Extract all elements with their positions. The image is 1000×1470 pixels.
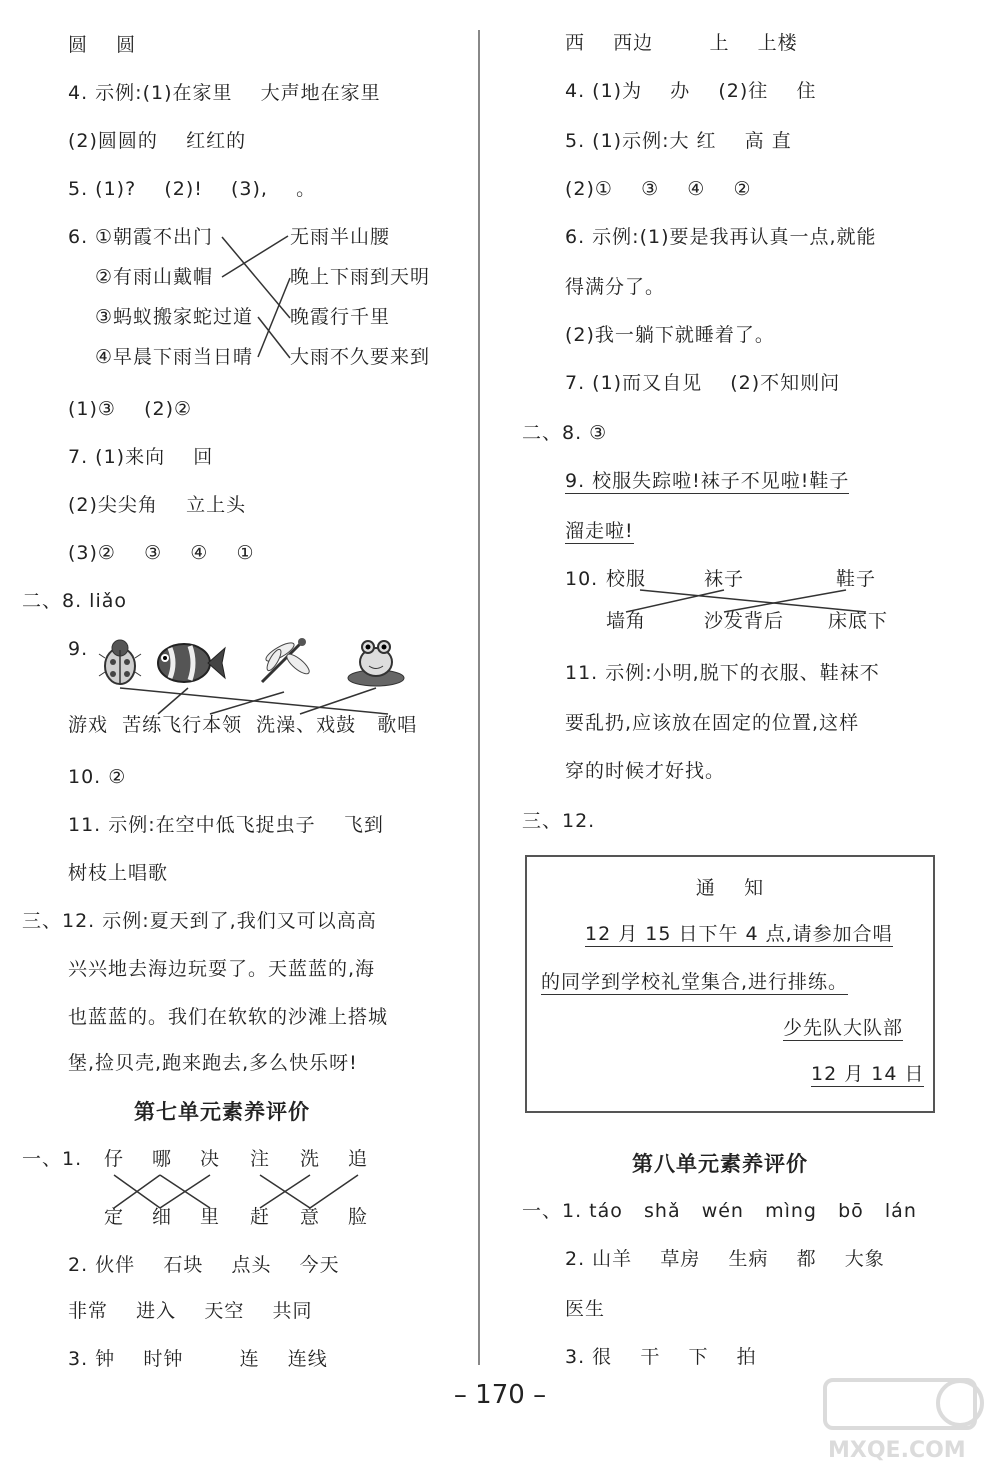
ladybug-icon [98,636,142,688]
item-bottom: 沙发背后 [704,610,785,632]
underlined-answer: 9. 校服失踪啦!袜子不见啦!鞋子 [565,470,850,492]
question-label: 10. [565,568,599,590]
answer-line: 3. 很 干 下 拍 [565,1346,757,1368]
match-line [300,688,376,714]
date-text: 12 月 14 日 [811,1063,925,1085]
proverb-left: ①朝霞不出门 [95,226,214,248]
watermark-text: MXQE.COM [828,1438,966,1463]
item-bottom: 床底下 [828,610,889,632]
notice-title: 通 知 [695,877,765,899]
proverb-left: ②有雨山戴帽 [95,266,214,288]
answer-line: (2)尖尖角 立上头 [68,494,247,516]
signature-text: 少先队大队部 [783,1017,904,1039]
section-title: 第七单元素养评价 [134,1099,310,1124]
answer-line: (2)圆圆的 红红的 [68,130,247,152]
answer-line: 2. 山羊 草房 生病 都 大象 [565,1248,885,1270]
answer-line: 3. 钟 时钟 连 连线 [68,1348,328,1370]
answer-line [565,468,849,494]
answer-line: 7. (1)而又自见 (2)不知则问 [565,372,841,394]
match-line [258,278,290,357]
answer-line: 11. 示例:小明,脱下的衣服、鞋袜不 [565,662,880,684]
notice-text: 12 月 15 日下午 4 点,请参加合唱 [585,923,893,945]
notice-date [811,1061,924,1087]
answer-line: 也蓝蓝的。我们在软软的沙滩上搭城 [68,1006,389,1028]
char-bottom: 定 [104,1206,125,1228]
question-label: 一、1. [22,1148,83,1170]
answer-line: 堡,捡贝壳,跑来跑去,多么快乐呀! [68,1052,358,1074]
char-bottom: 意 [300,1206,321,1228]
proverb-right: 晚上下雨到天明 [290,266,431,288]
notice-box [525,855,935,1113]
answer-line: (2)我一躺下就睡着了。 [565,324,775,346]
answer-line: 要乱扔,应该放在固定的位置,这样 [565,712,860,734]
char-bottom: 细 [152,1206,173,1228]
dragonfly-icon [254,630,314,690]
answer-line: 树枝上唱歌 [68,862,169,884]
answer-line: 4. 示例:(1)在家里 大声地在家里 [68,82,381,104]
char-top: 追 [348,1148,369,1170]
proverb-right: 晚霞行千里 [290,306,391,328]
answer-line: 一、1. táo shǎ wén mìng bō lán [522,1200,917,1222]
answer-line: 圆 圆 [68,34,137,56]
match-line [120,688,388,714]
answer-line: 兴兴地去海边玩耍了。天蓝蓝的,海 [68,958,376,980]
char-top: 仔 [104,1148,125,1170]
answer-line: 二、8. liǎo [22,590,127,612]
char-bottom: 脸 [348,1206,369,1228]
underlined-answer: 溜走啦! [565,520,634,542]
answer-line: 二、8. ③ [522,422,608,444]
notice-paragraph [585,921,893,947]
answer-line: 10. ② [68,766,127,788]
item-top: 鞋子 [836,568,877,590]
proverb-left: ④早晨下雨当日晴 [95,346,254,368]
answer-line: 4. (1)为 办 (2)往 住 [565,80,817,102]
match-line [222,236,288,277]
answer-line [565,518,634,544]
match-line [158,688,188,714]
item-top: 袜子 [704,568,745,590]
item-bottom: 墙角 [606,610,647,632]
char-top: 洗 [300,1148,321,1170]
question-label: 9. [68,638,89,660]
char-top: 注 [250,1148,271,1170]
answer-line: 11. 示例:在空中低飞捉虫子 飞到 [68,814,384,836]
question-label: 6. [68,226,89,248]
notice-signature [783,1015,903,1041]
page-number: – 170 – [453,1380,547,1410]
answer-line: 7. (1)来向 回 [68,446,214,468]
answer-line: 三、12. 示例:夏天到了,我们又可以高高 [22,910,377,932]
notice-paragraph [541,969,848,995]
answer-line: 穿的时候才好找。 [565,760,726,782]
char-bottom: 赶 [250,1206,271,1228]
activity-labels: 游戏 苦练飞行本领 洗澡、戏鼓 歌唱 [68,714,418,736]
item-top: 校服 [606,568,647,590]
notice-text: 的同学到学校礼堂集合,进行排练。 [541,971,849,993]
frog-icon [346,632,406,688]
answer-line: 非常 进入 天空 共同 [68,1300,313,1322]
fish-icon [152,640,227,686]
char-top: 决 [200,1148,221,1170]
answer-line: 西 西边 上 上楼 [565,32,798,54]
proverb-right: 无雨半山腰 [290,226,391,248]
answer-line: 5. (1)示例:大 红 高 直 [565,130,792,152]
proverb-left: ③蚂蚁搬家蛇过道 [95,306,254,328]
answer-line: 三、12. [522,810,596,832]
answer-line: 5. (1)? (2)! (3), 。 [68,178,317,200]
char-bottom: 里 [200,1206,221,1228]
watermark-logo [820,1375,995,1465]
column-divider [478,30,480,1365]
match-line [210,692,284,714]
section-title: 第八单元素养评价 [632,1151,808,1176]
answer-line: 医生 [565,1298,606,1320]
answer-line: (1)③ (2)② [68,398,193,420]
answer-line: 6. 示例:(1)要是我再认真一点,就能 [565,226,877,248]
answer-line: (3)② ③ ④ ① [68,542,255,564]
answer-line: (2)① ③ ④ ② [565,178,752,200]
answer-line: 2. 伙伴 石块 点头 今天 [68,1254,340,1276]
answer-line: 得满分了。 [565,276,666,298]
match-line [258,317,290,358]
char-top: 哪 [152,1148,173,1170]
proverb-right: 大雨不久要来到 [290,346,431,368]
